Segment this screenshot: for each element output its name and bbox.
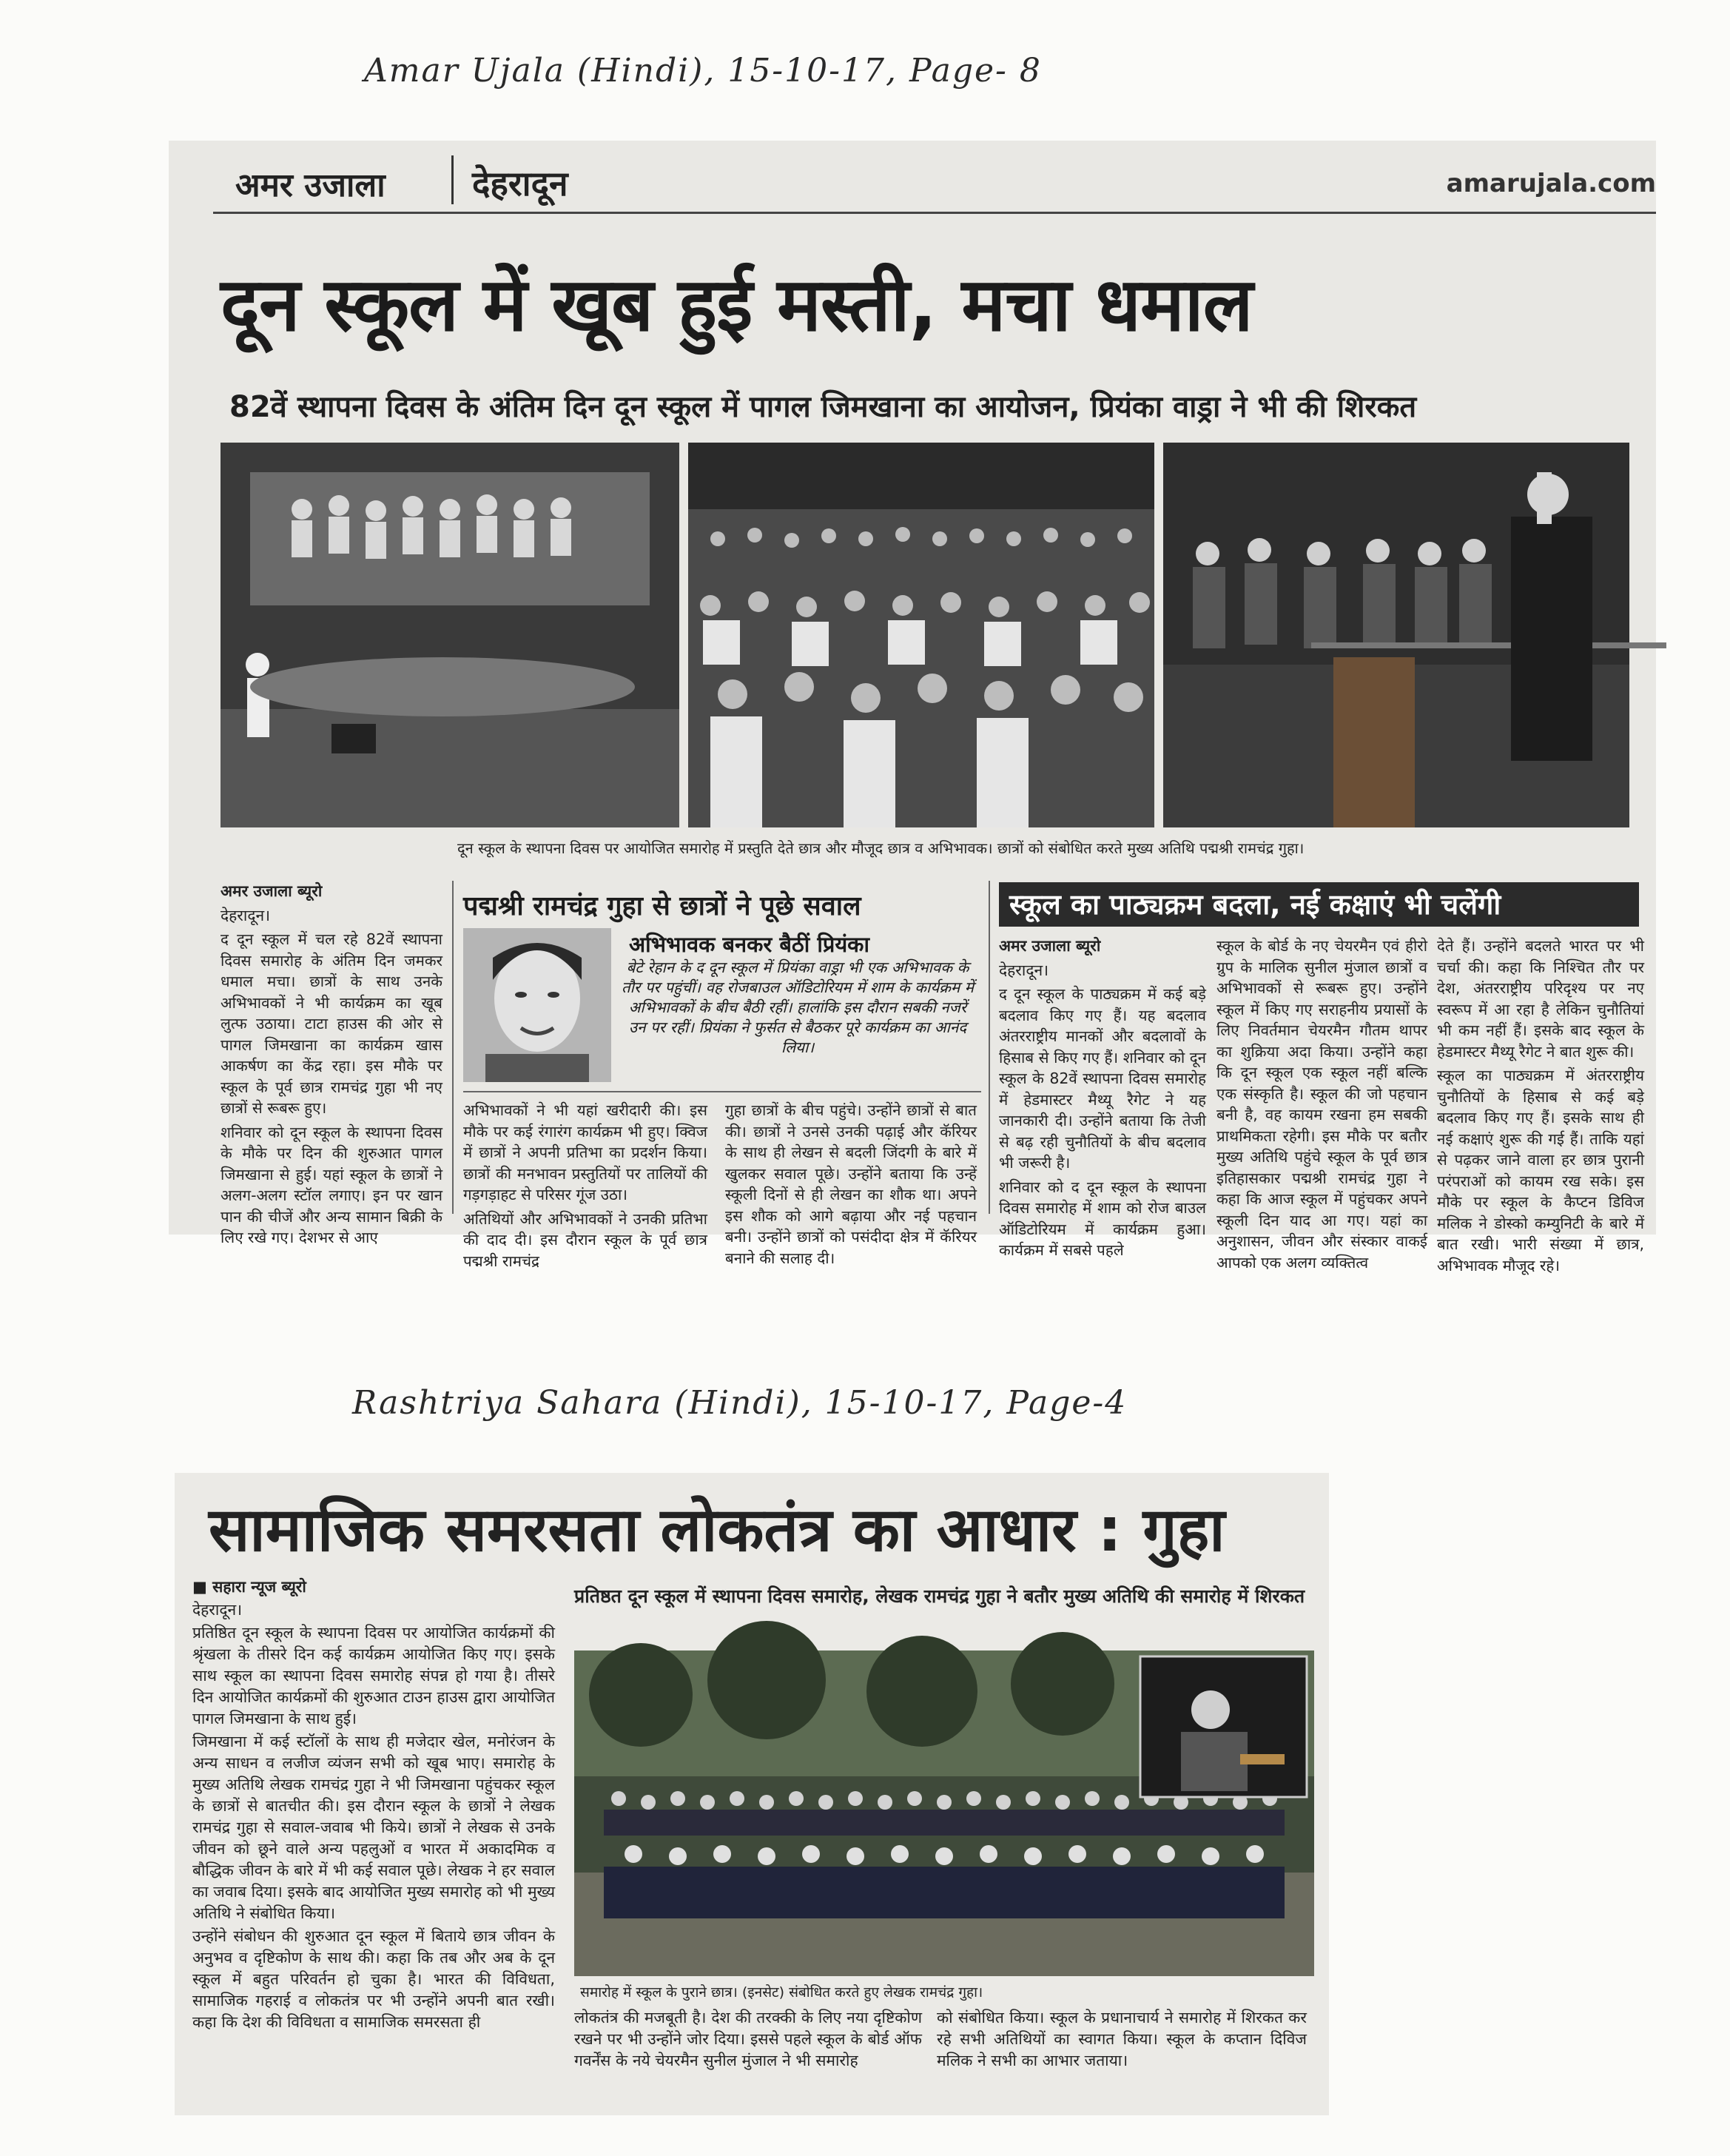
sahara-photo-caption: समारोह में स्कूल के पुराने छात्र। (इनसेट) संबोधित करते हुए लेखक रामचंद्र गुहा।: [580, 1984, 983, 2001]
story3-place: देहरादून।: [999, 961, 1049, 979]
sahara-paragraph: प्रतिष्ठित दून स्कूल के स्थापना दिवस पर आयोजित कार्यक्रमों की श्रृंखला के तीसरे दिन कई कार्यक्रम आयोजित किए गए। इसके साथ स्कूल का स्थापना दिवस समारोह संपन्न हो गया है। तीसरे दिन आयोजित कार्यक्रमों की शुरुआत टाउन हाउस द्वारा आयोजित पागल जिमखाना के साथ हुई।: [192, 1624, 555, 1727]
sahara-place: देहरादून।: [192, 1601, 243, 1619]
story1-column: [221, 881, 442, 1252]
story2-headline: पद्मश्री रामचंद्र गुहा से छात्रों ने पूछे सवाल: [463, 891, 861, 921]
photo-audience: [688, 443, 1154, 827]
story3-paragraph: स्कूल का पाठ्यक्रम में अंतरराष्ट्रीय चुनौतियों के हिसाब से कई बड़े बदलाव किए गए हैं। इसके साथ ही नई कक्षाएं शुरू की गई हैं। ताकि यहां से पढ़कर जाने वाला हर छात्र पुरानी परंपराओं को कायम रख सके। इस मौके पर स्कूल के कैप्टन डिविज मलिक ने डोस्को कम्युनिटी के बारे में बात रखी। भारी संख्या में छात्र, अभिभावक मौजूद रहे।: [1437, 1067, 1644, 1275]
sahara-deck: प्रतिष्ठत दून स्कूल में स्थापना दिवस समारोह, लेखक रामचंद्र गुहा ने बतौर मुख्य अतिथि की समारोह में शिरकत: [574, 1585, 1305, 1607]
story2-column-b: [725, 1100, 977, 1272]
story1-byline: अमर उजाला ब्यूरो: [221, 882, 323, 900]
inset-title: अभिभावक बनकर बैठीं प्रियंका: [629, 932, 869, 957]
story3-paragraph: स्कूल के बोर्ड के नए चेयरमैन एवं हीरो ग्रुप के मालिक सुनील मुंजाल छात्रों व अभिभावकों से रूबरू हुए। उन्होंने स्कूल में किए गए सराहनीय प्रयासों के लिए निवर्तमान चेयरमैन गौतम थापर का शुक्रिया अदा किया। उन्होंने कहा कि दून स्कूल एक स्कूल नहीं बल्कि एक संस्कृति है। स्कूल की जो पहचान बनी है, वह कायम रखना हम सबकी प्राथमिकता रहेगी। इस मौके पर बतौर मुख्य अतिथि पहुंचे स्कूल के पूर्व छात्र इतिहासकार पद्मश्री रामचंद्र गुहा ने कहा कि आज स्कूल में पहुंचकर अपने स्कूली दिन याद आ गए। यहां का अनुशासन, जीवन और संस्कार वाकई आपको एक अलग व्यक्तित्व: [1216, 937, 1427, 1272]
photo-student-performance: [221, 443, 679, 827]
column-divider: [452, 881, 454, 1214]
sahara-bureau: सहारा न्यूज ब्यूरो: [212, 1578, 306, 1596]
story3-column-3: [1437, 936, 1644, 1279]
square-bullet-icon: ■: [192, 1578, 213, 1596]
story3-byline: अमर उजाला ब्यूरो: [999, 937, 1101, 955]
story1-paragraph: द दून स्कूल में चल रहे 82वें स्थापना दिवस समारोह के अंतिम दिन जमकर धमाल मचा। छात्रों के साथ उनके अभिभावकों ने भी कार्यक्रम का खूब लुत्फ उठाया। टाटा हाउस की ओर से पागल जिमखाना का कार्यक्रम खास आकर्षण का केंद्र रहा। इस मौके पर स्कूल के पूर्व छात्र रामचंद्र गुहा भी नए छात्रों से रूबरू हुए।: [221, 930, 442, 1117]
story1-paragraph: शनिवार को दून स्कूल के स्थापना दिवस के मौके पर दिन की शुरुआत पागल जिमखाना से हुई। यहां स्कूल के छात्रों ने अलग-अलग स्टॉल लगाए। इन पर खान पान की चीजें और अन्य सामान बिक्री के लिए रखे गए। देशभर से आए: [221, 1123, 442, 1246]
masthead: [213, 155, 1656, 207]
photo-chief-guest-address: [1163, 443, 1629, 827]
sahara-column-3: [937, 2007, 1307, 2073]
sahara-headline: सामाजिक समरसता लोकतंत्र का आधार : गुहा: [209, 1495, 1225, 1565]
story2-paragraph: अतिथियों और अभिभावकों ने उनकी प्रतिभा की दाद दी। इस दौरान स्कूल के पूर्व छात्र पद्मश्री रामचंद्र: [463, 1209, 707, 1270]
photo-caption: दून स्कूल के स्थापना दिवस पर आयोजित समारोह में प्रस्तुति देते छात्र और मौजूद छात्र व अभिभावक। छात्रों को संबोधित करते मुख्य अतिथि पद्मश्री रामचंद्र गुहा।: [457, 839, 1305, 857]
story3-paragraph: देते हैं। उन्होंने बदलते भारत पर भी चर्चा की। कहा कि निश्चित तौर पर देश, अंतरराष्ट्रीय परिदृश्य पर नए स्वरूप में आ रहा है लेकिन चुनौतियां भी कम नहीं हैं। इसके बाद स्कूल के हेडमास्टर मैथ्यू रैगेट ने बात शुरू की।: [1437, 937, 1644, 1061]
masthead-divider: [451, 155, 454, 204]
masthead-rule: [213, 212, 1656, 214]
masthead-city: देहरादून: [472, 164, 568, 204]
sahara-column-2: [574, 2007, 922, 2073]
sub-headline: 82वें स्थापना दिवस के अंतिम दिन दून स्कूल में पागल जिमखाना का आयोजन, प्रियंका वाड्रा ने भी की शिरकत: [229, 390, 1417, 424]
sahara-paragraph: उन्होंने संबोधन की शुरुआत दून स्कूल में बिताये छात्र जीवन के अनुभव व दृष्टिकोण के साथ की। कहा कि तब और अब के दून स्कूल में बहुत परिवर्तन हो चुका है। भारत की विविधता, सामाजिक गहराई व लोकतंत्र पर भी उन्होंने अपनी बात रखी। कहा कि देश की विविधता व सामाजिक समरसता ही: [192, 1927, 555, 2031]
handwritten-source-note-1: Amar Ujala (Hindi), 15-10-17, Page- 8: [364, 52, 1042, 90]
photo-group-alumni: [574, 1650, 1314, 1976]
main-headline: दून स्कूल में खूब हुई मस्ती, मचा धमाल: [221, 261, 1253, 348]
story3-column-1: [999, 936, 1206, 1264]
inset-body: बेटे रेहान के द दून स्कूल में प्रियंका वाड्रा भी एक अभिभावक के तौर पर पहुंचीं। वह रोजबाउल ऑडिटोरियम में शाम के कार्यक्रम में अभिभावकों के बीच बैठी रहीं। हालांकि इस दौरान सबकी नजरें उन पर रहीं। प्रियंका ने फुर्सत से बैठकर पूरे कार्यक्रम का आनंद लिया।: [622, 958, 974, 1056]
clipping-amar-ujala: [169, 141, 1656, 1275]
story1-place: देहरादून।: [221, 906, 271, 924]
sahara-paragraph: लोकतंत्र की मजबूती है। देश की तरक्की के लिए नया दृष्टिकोण रखने पर भी उन्होंने जोर दिया। इससे पहले स्कूल के बोर्ड ऑफ गवर्नेंस के नये चेयरमैन सुनील मुंजाल ने भी समारोह: [574, 2009, 922, 2069]
masthead-website: amarujala.com: [1446, 169, 1656, 198]
inset-rule: [463, 1091, 981, 1092]
story2-paragraph: गुहा छात्रों के बीच पहुंचे। उन्होंने छात्रों से बात की। छात्रों ने उनसे उनकी पढ़ाई और कॅरियर के साथ ही लेखन से बदली जिंदगी के बारे में खुलकर सवाल पूछे। उन्होंने बताया कि उन्हें स्कूली दिनों से ही लेखन का शौक था। अपने इस शौक को आगे बढ़ाया और नई पहचान बनी। उन्होंने छात्रों को पसंदीदा क्षेत्र में कॅरियर बनाने की सलाह दी।: [725, 1101, 977, 1267]
column-divider: [989, 881, 990, 1214]
sahara-paragraph: जिमखाना में कई स्टॉलों के साथ ही मजेदार खेल, मनोरंजन के अन्य साधन व लजीज व्यंजन सभी को खूब भाए। समारोह के मुख्य अतिथि लेखक रामचंद्र गुहा ने भी जिमखाना पहुंचकर स्कूल के छात्रों से बातचीत की। इस दौरान स्कूल के छात्रों ने लेखक रामचंद्र गुहा से सवाल-जवाब भी किये। छात्रों ने लेखक से उनके जीवन को छूने वाले अन्य पहलुओं व भारत में अकादमिक व बौद्धिक जीवन के बारे में भी कई सवाल पूछे। लेखक ने हर सवाल का जवाब दिया। इसके बाद आयोजित मुख्य समारोह को भी मुख्य अतिथि ने संबोधित किया।: [192, 1733, 555, 1922]
story3-column-2: [1216, 936, 1427, 1276]
sahara-paragraph: को संबोधित किया। स्कूल के प्रधानाचार्य ने समारोह में शिरकत कर रहे सभी अतिथियों का स्वागत किया। स्कूल के कप्तान दिविज मलिक ने सभी का आभार जताया।: [937, 2009, 1307, 2069]
handwritten-source-note-2: Rashtriya Sahara (Hindi), 15-10-17, Page-4: [352, 1384, 1128, 1422]
story2-column-a: [463, 1100, 707, 1275]
inset-portrait-priyanka: [463, 928, 611, 1082]
sahara-column-1: [192, 1576, 555, 2035]
story3-paragraph: द दून स्कूल के पाठ्यक्रम में कई बड़े बदलाव किए गए हैं। यह बदलाव अंतरराष्ट्रीय मानकों और बदलावों के हिसाब से किए गए हैं। शनिवार को दून स्कूल के 82वें स्थापना दिवस समारोह में हेडमास्टर मैथ्यू रैगेट ने यह जानकारी दी। उन्होंने बताया कि तेजी से बढ़ रही चुनौतियों के बीच बदलाव भी जरूरी है।: [999, 985, 1206, 1172]
story3-paragraph: शनिवार को द दून स्कूल के स्थापना दिवस समारोह में शाम को रोज बाउल ऑडिटोरियम में कार्यक्रम हुआ। कार्यक्रम में सबसे पहले: [999, 1178, 1206, 1259]
masthead-paper-name: अमर उजाला: [235, 167, 386, 204]
story2-paragraph: अभिभावकों ने भी यहां खरीदारी की। इस मौके पर कई रंगारंग कार्यक्रम भी हुए। क्विज में छात्रों ने अपनी प्रतिभा का प्रदर्शन किया। छात्रों की मनभावन प्रस्तुतियों पर तालियों की गड़गड़ाहट से परिसर गूंज उठा।: [463, 1101, 707, 1203]
clipping-rashtriya-sahara: [175, 1473, 1329, 2115]
story3-headline: स्कूल का पाठ्यक्रम बदला, नई कक्षाएं भी चलेंगी: [999, 882, 1639, 927]
